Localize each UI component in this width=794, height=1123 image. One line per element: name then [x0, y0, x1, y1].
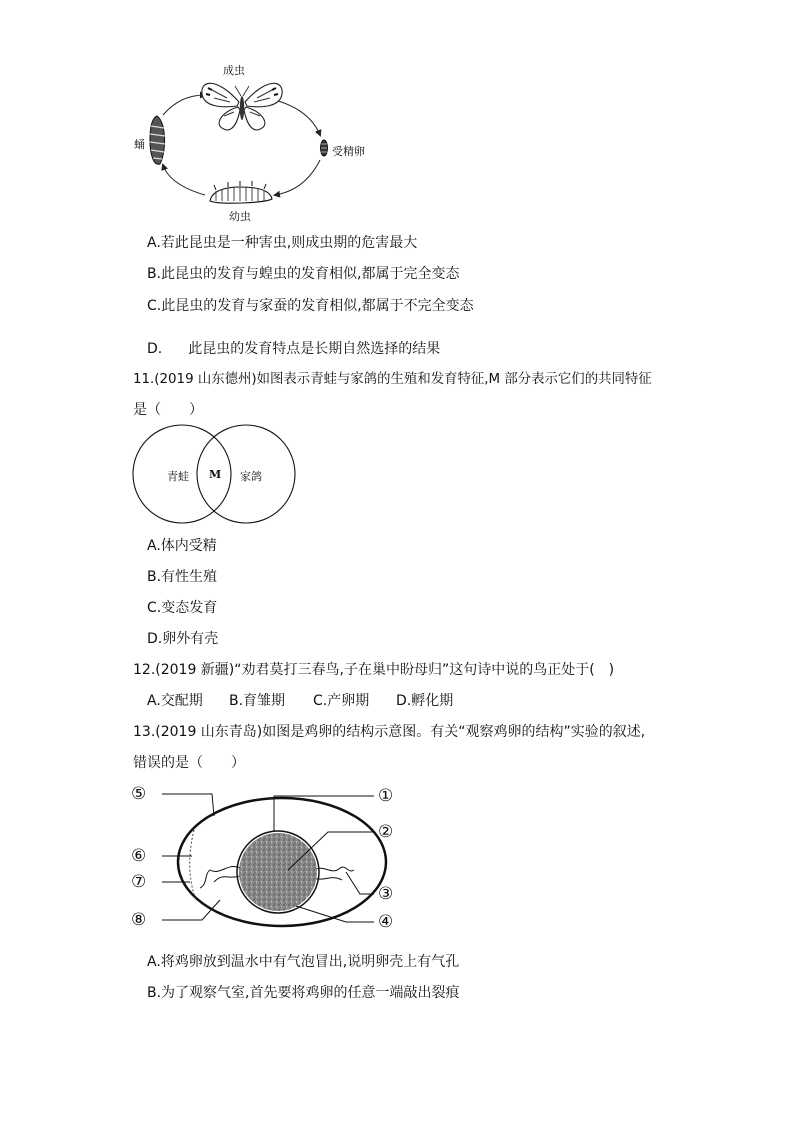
arrow-pupa-to-adult	[163, 95, 205, 115]
q10-option-d	[147, 340, 440, 358]
egg-label-6: ⑥	[131, 846, 147, 866]
q12-stem: 12.(2019 新疆)“劝君莫打三春鸟,子在巢中盼母归”这句诗中说的鸟正处于( )	[133, 662, 615, 678]
q13-stem-line1: 13.(2019 山东青岛)如图是鸡卵的结构示意图。有关“观察鸡卵的结构”实验的叙述,	[133, 724, 646, 740]
q12-options	[147, 692, 453, 710]
lifecycle-diagram	[125, 60, 365, 230]
egg-label-7: ⑦	[131, 872, 147, 892]
q10-option-b: B.此昆虫的发育与蝗虫的发育相似,都属于完全变态	[147, 266, 460, 282]
q13-option-b: B.为了观察气室,首先要将鸡卵的任意一端敲出裂痕	[147, 985, 460, 1001]
q13-stem-line2: 错误的是（ ）	[133, 755, 245, 771]
egg-label-8: ⑧	[131, 910, 147, 930]
egg-label-2: ②	[378, 822, 394, 842]
q10-option-d-letter: D.	[147, 341, 163, 357]
pupa-label: 蛹	[134, 138, 145, 151]
venn-pigeon-label: 家鸽	[240, 470, 262, 483]
egg-label-1: ①	[378, 786, 394, 806]
larva-image	[210, 181, 272, 203]
egg-structure-diagram	[128, 784, 408, 936]
lifecycle-figure	[125, 60, 365, 230]
q11-option-a: A.体内受精	[147, 538, 217, 554]
egg-label-5: ⑤	[131, 784, 147, 804]
venn-diagram	[130, 424, 300, 526]
q10-option-d-text: 此昆虫的发育特点是长期自然选择的结果	[188, 341, 441, 357]
egg-structure-figure	[128, 784, 408, 936]
egg-label-3: ③	[378, 884, 394, 904]
yolk	[239, 833, 317, 911]
adult-label: 成虫	[223, 64, 245, 77]
q13-option-a: A.将鸡卵放到温水中有气泡冒出,说明卵壳上有气孔	[147, 954, 460, 970]
egg-label: 受精卵	[332, 145, 365, 158]
arrow-adult-to-egg	[275, 100, 320, 135]
egg-label-4: ④	[378, 912, 394, 932]
q12-option-d: D.孵化期	[396, 693, 454, 709]
q12-option-b: B.育雏期	[229, 693, 286, 709]
q11-option-b: B.有性生殖	[147, 569, 218, 585]
q11-option-c: C.变态发育	[147, 600, 218, 616]
arrow-larva-to-pupa	[163, 165, 205, 195]
pupa-image	[150, 116, 165, 164]
q10-option-c: C.此昆虫的发育与家蚕的发育相似,都属于不完全变态	[147, 298, 474, 314]
egg-image	[321, 140, 328, 156]
q11-stem-line1: 11.(2019 山东德州)如图表示青蛙与家鸽的生殖和发育特征,M 部分表示它们的共同特征	[133, 372, 652, 387]
q10-option-a: A.若此昆虫是一种害虫,则成虫期的危害最大	[147, 235, 418, 251]
arrow-egg-to-larva	[275, 160, 320, 195]
butterfly-image	[202, 83, 282, 130]
q12-option-c: C.产卵期	[313, 693, 370, 709]
venn-frog-label: 青蛙	[167, 470, 189, 483]
larva-label: 幼虫	[229, 210, 251, 223]
q11-stem-line2: 是（ ）	[133, 402, 203, 418]
q11-option-d: D.卵外有壳	[147, 631, 219, 647]
venn-m-label: M	[209, 468, 222, 481]
q12-option-a: A.交配期	[147, 693, 203, 709]
